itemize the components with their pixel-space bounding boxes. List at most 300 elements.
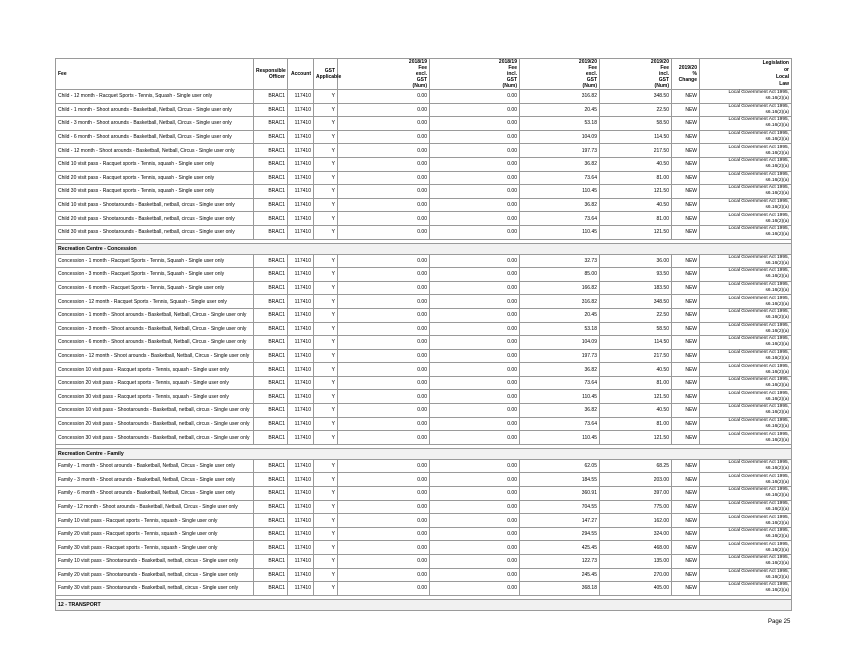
table-row — [56, 144, 792, 158]
fee-1819-excl-cell: 0.00 — [338, 281, 430, 295]
officer-cell: BRAC1 — [254, 157, 288, 171]
fee-cell: Concession - 3 month - Shoot arounds - Basketball, Netball, Circus - Single user only — [56, 322, 254, 336]
fee-1819-incl-cell: 0.00 — [430, 90, 520, 104]
legislation-cell: Local Government Act 1995, s6.16(2)(a) — [700, 404, 792, 418]
account-cell: 117410 — [288, 185, 314, 199]
fee-1920-excl-cell: 316.82 — [520, 295, 600, 309]
account-cell: 117410 — [288, 103, 314, 117]
officer-cell: BRAC1 — [254, 417, 288, 431]
fee-cell: Concession 10 visit pass - Shootarounds - Basketball, netball, circus - Single user only — [56, 404, 254, 418]
account-cell: 117410 — [288, 431, 314, 445]
officer-cell: BRAC1 — [254, 322, 288, 336]
fee-1920-excl-cell: 20.45 — [520, 103, 600, 117]
gst-cell: Y — [314, 376, 338, 390]
fee-1920-incl-cell: 81.00 — [600, 417, 672, 431]
table-header — [56, 59, 792, 90]
officer-cell: BRAC1 — [254, 254, 288, 268]
fee-cell: Family 30 visit pass - Shootarounds - Basketball, netball, circus - Single user only — [56, 582, 254, 596]
fee-cell: Child 30 visit pass - Shootarounds - Basketball, netball, circus - Single user only — [56, 225, 254, 239]
change-cell: NEW — [672, 582, 700, 596]
fee-1920-incl-cell: 40.50 — [600, 363, 672, 377]
fee-1920-incl-cell: 36.00 — [600, 254, 672, 268]
fee-1819-incl-cell: 0.00 — [430, 417, 520, 431]
officer-cell: BRAC1 — [254, 225, 288, 239]
table-row — [56, 212, 792, 226]
col-header-legislation: Legislation or Local Law — [700, 59, 792, 90]
table-row — [56, 130, 792, 144]
table-row — [56, 322, 792, 336]
fee-1819-incl-cell: 0.00 — [430, 171, 520, 185]
officer-cell: BRAC1 — [254, 555, 288, 569]
fee-1819-incl-cell: 0.00 — [430, 254, 520, 268]
change-cell: NEW — [672, 308, 700, 322]
fee-1819-excl-cell: 0.00 — [338, 198, 430, 212]
table-row — [56, 555, 792, 569]
table-row — [56, 431, 792, 445]
account-cell: 117410 — [288, 541, 314, 555]
change-cell: NEW — [672, 431, 700, 445]
fee-1819-incl-cell: 0.00 — [430, 103, 520, 117]
fee-1920-incl-cell: 68.25 — [600, 459, 672, 473]
gst-cell: Y — [314, 212, 338, 226]
gst-cell: Y — [314, 363, 338, 377]
fee-1920-excl-cell: 53.18 — [520, 322, 600, 336]
table-row — [56, 514, 792, 528]
fee-1819-excl-cell: 0.00 — [338, 268, 430, 282]
fee-1920-incl-cell: 121.50 — [600, 431, 672, 445]
table-row — [56, 417, 792, 431]
legislation-cell: Local Government Act 1995, s6.16(2)(a) — [700, 295, 792, 309]
officer-cell: BRAC1 — [254, 404, 288, 418]
fee-cell: Child 20 visit pass - Shootarounds - Basketball, netball, circus - Single user only — [56, 212, 254, 226]
change-cell: NEW — [672, 130, 700, 144]
fee-1819-incl-cell: 0.00 — [430, 225, 520, 239]
fee-cell: Family 20 visit pass - Shootarounds - Basketball, netball, circus - Single user only — [56, 568, 254, 582]
fee-1819-excl-cell: 0.00 — [338, 336, 430, 350]
gst-cell: Y — [314, 473, 338, 487]
change-cell: NEW — [672, 225, 700, 239]
fee-1819-excl-cell: 0.00 — [338, 254, 430, 268]
fee-1920-excl-cell: 197.73 — [520, 349, 600, 363]
change-cell: NEW — [672, 404, 700, 418]
legislation-cell: Local Government Act 1995, s6.16(2)(a) — [700, 144, 792, 158]
change-cell: NEW — [672, 459, 700, 473]
fee-1920-incl-cell: 40.50 — [600, 157, 672, 171]
legislation-cell: Local Government Act 1995, s6.16(2)(a) — [700, 308, 792, 322]
gst-cell: Y — [314, 555, 338, 569]
fee-1920-excl-cell: 36.82 — [520, 404, 600, 418]
legislation-cell: Local Government Act 1995, s6.16(2)(a) — [700, 157, 792, 171]
gst-cell: Y — [314, 404, 338, 418]
legislation-cell: Local Government Act 1995, s6.16(2)(a) — [700, 268, 792, 282]
account-cell: 117410 — [288, 322, 314, 336]
fee-cell: Child - 3 month - Shoot arounds - Basketball, Netball, Circus - Single user only — [56, 117, 254, 131]
fee-1920-incl-cell: 114.50 — [600, 130, 672, 144]
fee-1819-incl-cell: 0.00 — [430, 582, 520, 596]
account-cell: 117410 — [288, 117, 314, 131]
fee-1920-excl-cell: 197.73 — [520, 144, 600, 158]
fee-1819-excl-cell: 0.00 — [338, 417, 430, 431]
fee-1920-incl-cell: 348.50 — [600, 295, 672, 309]
table-row — [56, 268, 792, 282]
account-cell: 117410 — [288, 363, 314, 377]
gst-cell: Y — [314, 90, 338, 104]
fee-1920-excl-cell: 110.45 — [520, 431, 600, 445]
gst-cell: Y — [314, 198, 338, 212]
officer-cell: BRAC1 — [254, 568, 288, 582]
gst-cell: Y — [314, 117, 338, 131]
gst-cell: Y — [314, 500, 338, 514]
table-row — [56, 308, 792, 322]
fee-1819-incl-cell: 0.00 — [430, 157, 520, 171]
table-row — [56, 363, 792, 377]
fee-1819-excl-cell: 0.00 — [338, 431, 430, 445]
officer-cell: BRAC1 — [254, 281, 288, 295]
fee-1819-incl-cell: 0.00 — [430, 295, 520, 309]
table-row — [56, 349, 792, 363]
fee-1920-incl-cell: 81.00 — [600, 376, 672, 390]
change-cell: NEW — [672, 157, 700, 171]
legislation-cell: Local Government Act 1995, s6.16(2)(a) — [700, 431, 792, 445]
account-cell: 117410 — [288, 157, 314, 171]
change-cell: NEW — [672, 568, 700, 582]
officer-cell: BRAC1 — [254, 212, 288, 226]
fee-1920-excl-cell: 122.73 — [520, 555, 600, 569]
fee-1819-incl-cell: 0.00 — [430, 130, 520, 144]
legislation-cell: Local Government Act 1995, s6.16(2)(a) — [700, 568, 792, 582]
fee-1819-incl-cell: 0.00 — [430, 500, 520, 514]
gst-cell: Y — [314, 225, 338, 239]
table-row — [56, 541, 792, 555]
account-cell: 117410 — [288, 568, 314, 582]
change-cell: NEW — [672, 90, 700, 104]
legislation-cell: Local Government Act 1995, s6.16(2)(a) — [700, 376, 792, 390]
fee-1819-excl-cell: 0.00 — [338, 349, 430, 363]
fee-1920-incl-cell: 114.50 — [600, 336, 672, 350]
fee-cell: Concession - 12 month - Racquet Sports - Tennis, Squash - Single user only — [56, 295, 254, 309]
fee-1920-excl-cell: 425.45 — [520, 541, 600, 555]
officer-cell: BRAC1 — [254, 582, 288, 596]
account-cell: 117410 — [288, 130, 314, 144]
legislation-cell: Local Government Act 1995, s6.16(2)(a) — [700, 527, 792, 541]
legislation-cell: Local Government Act 1995, s6.16(2)(a) — [700, 363, 792, 377]
table-row — [56, 390, 792, 404]
legislation-cell: Local Government Act 1995, s6.16(2)(a) — [700, 500, 792, 514]
fee-1920-excl-cell: 184.55 — [520, 473, 600, 487]
fee-cell: Family - 12 month - Shoot arounds - Basketball, Netball, Circus - Single user only — [56, 500, 254, 514]
fee-1819-incl-cell: 0.00 — [430, 363, 520, 377]
officer-cell: BRAC1 — [254, 514, 288, 528]
fee-1819-excl-cell: 0.00 — [338, 157, 430, 171]
officer-cell: BRAC1 — [254, 527, 288, 541]
officer-cell: BRAC1 — [254, 117, 288, 131]
legislation-cell: Local Government Act 1995, s6.16(2)(a) — [700, 555, 792, 569]
fee-1920-incl-cell: 40.50 — [600, 404, 672, 418]
fee-cell: Concession - 1 month - Shoot arounds - Basketball, Netball, Circus - Single user only — [56, 308, 254, 322]
table-row — [56, 103, 792, 117]
fee-1819-excl-cell: 0.00 — [338, 144, 430, 158]
account-cell: 117410 — [288, 336, 314, 350]
fee-1819-excl-cell: 0.00 — [338, 404, 430, 418]
fee-1819-excl-cell: 0.00 — [338, 308, 430, 322]
fee-1920-incl-cell: 58.50 — [600, 117, 672, 131]
gst-cell: Y — [314, 514, 338, 528]
fee-schedule-table — [55, 58, 792, 611]
change-cell: NEW — [672, 281, 700, 295]
account-cell: 117410 — [288, 349, 314, 363]
change-cell: NEW — [672, 322, 700, 336]
legislation-cell: Local Government Act 1995, s6.16(2)(a) — [700, 541, 792, 555]
fee-1819-incl-cell: 0.00 — [430, 473, 520, 487]
section-title: Recreation Centre - Family — [56, 449, 792, 460]
officer-cell: BRAC1 — [254, 171, 288, 185]
change-cell: NEW — [672, 117, 700, 131]
change-cell: NEW — [672, 500, 700, 514]
fee-1920-incl-cell: 270.00 — [600, 568, 672, 582]
change-cell: NEW — [672, 473, 700, 487]
table-row — [56, 487, 792, 501]
fee-1920-incl-cell: 203.00 — [600, 473, 672, 487]
change-cell: NEW — [672, 144, 700, 158]
fee-cell: Concession - 6 month - Shoot arounds - Basketball, Netball, Circus - Single user only — [56, 336, 254, 350]
fee-cell: Child 10 visit pass - Shootarounds - Basketball, netball, circus - Single user only — [56, 198, 254, 212]
gst-cell: Y — [314, 459, 338, 473]
fee-cell: Concession 20 visit pass - Racquet sports - Tennis, squash - Single user only — [56, 376, 254, 390]
fee-1920-incl-cell: 40.50 — [600, 198, 672, 212]
col-header-officer: Responsible Officer — [254, 59, 288, 90]
fee-1920-excl-cell: 110.45 — [520, 225, 600, 239]
fee-1819-excl-cell: 0.00 — [338, 363, 430, 377]
fee-1920-incl-cell: 121.50 — [600, 185, 672, 199]
fee-1920-excl-cell: 32.73 — [520, 254, 600, 268]
gst-cell: Y — [314, 541, 338, 555]
fee-1920-excl-cell: 85.00 — [520, 268, 600, 282]
gst-cell: Y — [314, 130, 338, 144]
col-header-account: Account — [288, 59, 314, 90]
fee-1920-incl-cell: 348.50 — [600, 90, 672, 104]
table-row — [56, 568, 792, 582]
fee-1920-incl-cell: 468.00 — [600, 541, 672, 555]
change-cell: NEW — [672, 363, 700, 377]
fee-1819-excl-cell: 0.00 — [338, 130, 430, 144]
section-title: Recreation Centre - Concession — [56, 244, 792, 255]
fee-1920-excl-cell: 104.09 — [520, 336, 600, 350]
fee-cell: Child - 12 month - Shoot arounds - Basketball, Netball, Circus - Single user only — [56, 144, 254, 158]
legislation-cell: Local Government Act 1995, s6.16(2)(a) — [700, 117, 792, 131]
fee-1819-incl-cell: 0.00 — [430, 568, 520, 582]
legislation-cell: Local Government Act 1995, s6.16(2)(a) — [700, 254, 792, 268]
change-cell: NEW — [672, 336, 700, 350]
account-cell: 117410 — [288, 268, 314, 282]
legislation-cell: Local Government Act 1995, s6.16(2)(a) — [700, 103, 792, 117]
fee-1920-excl-cell: 110.45 — [520, 390, 600, 404]
gst-cell: Y — [314, 349, 338, 363]
account-cell: 117410 — [288, 555, 314, 569]
account-cell: 117410 — [288, 90, 314, 104]
gst-cell: Y — [314, 322, 338, 336]
fee-1819-excl-cell: 0.00 — [338, 185, 430, 199]
section-header-row — [56, 600, 792, 611]
fee-1819-excl-cell: 0.00 — [338, 487, 430, 501]
change-cell: NEW — [672, 376, 700, 390]
change-cell: NEW — [672, 390, 700, 404]
col-header-gst: GST Applicable — [314, 59, 338, 90]
officer-cell: BRAC1 — [254, 541, 288, 555]
fee-1819-incl-cell: 0.00 — [430, 322, 520, 336]
officer-cell: BRAC1 — [254, 363, 288, 377]
legislation-cell: Local Government Act 1995, s6.16(2)(a) — [700, 225, 792, 239]
gst-cell: Y — [314, 336, 338, 350]
fee-1920-excl-cell: 62.05 — [520, 459, 600, 473]
fee-1819-excl-cell: 0.00 — [338, 582, 430, 596]
officer-cell: BRAC1 — [254, 376, 288, 390]
legislation-cell: Local Government Act 1995, s6.16(2)(a) — [700, 281, 792, 295]
gst-cell: Y — [314, 268, 338, 282]
officer-cell: BRAC1 — [254, 459, 288, 473]
fee-cell: Concession 30 visit pass - Shootarounds - Basketball, netball, circus - Single user only — [56, 431, 254, 445]
fee-1819-incl-cell: 0.00 — [430, 487, 520, 501]
fee-1920-incl-cell: 217.50 — [600, 349, 672, 363]
fee-1920-incl-cell: 217.50 — [600, 144, 672, 158]
fee-1819-excl-cell: 0.00 — [338, 459, 430, 473]
fee-1920-incl-cell: 324.00 — [600, 527, 672, 541]
fee-1819-excl-cell: 0.00 — [338, 225, 430, 239]
table-row — [56, 473, 792, 487]
legislation-cell: Local Government Act 1995, s6.16(2)(a) — [700, 417, 792, 431]
fee-1819-incl-cell: 0.00 — [430, 268, 520, 282]
fee-cell: Child - 12 month - Racquet Sports - Tennis, Squash - Single user only — [56, 90, 254, 104]
change-cell: NEW — [672, 541, 700, 555]
fee-cell: Family - 1 month - Shoot arounds - Basketball, Netball, Circus - Single user only — [56, 459, 254, 473]
officer-cell: BRAC1 — [254, 431, 288, 445]
table-row — [56, 171, 792, 185]
gst-cell: Y — [314, 527, 338, 541]
fee-1819-excl-cell: 0.00 — [338, 103, 430, 117]
fee-1920-excl-cell: 20.45 — [520, 308, 600, 322]
legislation-cell: Local Government Act 1995, s6.16(2)(a) — [700, 130, 792, 144]
table-body — [56, 90, 792, 611]
account-cell: 117410 — [288, 514, 314, 528]
account-cell: 117410 — [288, 459, 314, 473]
fee-1819-excl-cell: 0.00 — [338, 212, 430, 226]
account-cell: 117410 — [288, 527, 314, 541]
fee-1819-incl-cell: 0.00 — [430, 198, 520, 212]
officer-cell: BRAC1 — [254, 198, 288, 212]
fee-1920-incl-cell: 22.50 — [600, 103, 672, 117]
gst-cell: Y — [314, 185, 338, 199]
change-cell: NEW — [672, 295, 700, 309]
change-cell: NEW — [672, 349, 700, 363]
change-cell: NEW — [672, 103, 700, 117]
account-cell: 117410 — [288, 390, 314, 404]
col-header-fee-1819-incl: 2018/19 Fee incl. GST (Num) — [430, 59, 520, 90]
fee-1819-incl-cell: 0.00 — [430, 144, 520, 158]
legislation-cell: Local Government Act 1995, s6.16(2)(a) — [700, 90, 792, 104]
legislation-cell: Local Government Act 1995, s6.16(2)(a) — [700, 171, 792, 185]
fee-1819-incl-cell: 0.00 — [430, 541, 520, 555]
gst-cell: Y — [314, 157, 338, 171]
gst-cell: Y — [314, 254, 338, 268]
fee-1819-incl-cell: 0.00 — [430, 336, 520, 350]
table-row — [56, 117, 792, 131]
table-row — [56, 185, 792, 199]
account-cell: 117410 — [288, 582, 314, 596]
legislation-cell: Local Government Act 1995, s6.16(2)(a) — [700, 322, 792, 336]
fee-cell: Child 30 visit pass - Racquet sports - Tennis, squash - Single user only — [56, 185, 254, 199]
fee-1819-incl-cell: 0.00 — [430, 514, 520, 528]
fee-1920-incl-cell: 93.50 — [600, 268, 672, 282]
fee-cell: Child 20 visit pass - Racquet sports - Tennis, squash - Single user only — [56, 171, 254, 185]
fee-1920-incl-cell: 135.00 — [600, 555, 672, 569]
legislation-cell: Local Government Act 1995, s6.16(2)(a) — [700, 390, 792, 404]
table-row — [56, 281, 792, 295]
fee-1819-excl-cell: 0.00 — [338, 500, 430, 514]
page-number: Page 25 — [768, 619, 791, 625]
legislation-cell: Local Government Act 1995, s6.16(2)(a) — [700, 473, 792, 487]
col-header-fee: Fee — [56, 59, 254, 90]
fee-1819-excl-cell: 0.00 — [338, 90, 430, 104]
legislation-cell: Local Government Act 1995, s6.16(2)(a) — [700, 212, 792, 226]
account-cell: 117410 — [288, 295, 314, 309]
officer-cell: BRAC1 — [254, 130, 288, 144]
change-cell: NEW — [672, 514, 700, 528]
section-header-row — [56, 449, 792, 460]
fee-1819-excl-cell: 0.00 — [338, 117, 430, 131]
change-cell: NEW — [672, 198, 700, 212]
change-cell: NEW — [672, 268, 700, 282]
table-row — [56, 198, 792, 212]
col-header-fee-1920-excl: 2019/20 Fee excl. GST (Num) — [520, 59, 600, 90]
table-row — [56, 157, 792, 171]
fee-cell: Family 30 visit pass - Racquet sports - Tennis, squash - Single user only — [56, 541, 254, 555]
officer-cell: BRAC1 — [254, 390, 288, 404]
fee-cell: Child - 1 month - Shoot arounds - Basketball, Netball, Circus - Single user only — [56, 103, 254, 117]
fee-1920-excl-cell: 110.45 — [520, 185, 600, 199]
legislation-cell: Local Government Act 1995, s6.16(2)(a) — [700, 198, 792, 212]
gst-cell: Y — [314, 308, 338, 322]
table-row — [56, 376, 792, 390]
fee-1819-excl-cell: 0.00 — [338, 376, 430, 390]
officer-cell: BRAC1 — [254, 185, 288, 199]
change-cell: NEW — [672, 254, 700, 268]
legislation-cell: Local Government Act 1995, s6.16(2)(a) — [700, 349, 792, 363]
fee-1920-excl-cell: 36.82 — [520, 157, 600, 171]
gst-cell: Y — [314, 281, 338, 295]
fee-1819-incl-cell: 0.00 — [430, 212, 520, 226]
account-cell: 117410 — [288, 225, 314, 239]
fee-cell: Family - 6 month - Shoot arounds - Basketball, Netball, Circus - Single user only — [56, 487, 254, 501]
fee-1920-excl-cell: 73.64 — [520, 417, 600, 431]
fee-1920-incl-cell: 183.50 — [600, 281, 672, 295]
account-cell: 117410 — [288, 198, 314, 212]
change-cell: NEW — [672, 487, 700, 501]
fee-1819-excl-cell: 0.00 — [338, 390, 430, 404]
gst-cell: Y — [314, 295, 338, 309]
account-cell: 117410 — [288, 417, 314, 431]
fee-cell: Family - 3 month - Shoot arounds - Basketball, Netball, Circus - Single user only — [56, 473, 254, 487]
officer-cell: BRAC1 — [254, 487, 288, 501]
table-row — [56, 254, 792, 268]
fee-1819-excl-cell: 0.00 — [338, 527, 430, 541]
fee-1920-incl-cell: 121.50 — [600, 390, 672, 404]
col-header-fee-1920-incl: 2019/20 Fee incl. GST (Num) — [600, 59, 672, 90]
fee-1920-excl-cell: 360.91 — [520, 487, 600, 501]
gst-cell: Y — [314, 568, 338, 582]
legislation-cell: Local Government Act 1995, s6.16(2)(a) — [700, 487, 792, 501]
account-cell: 117410 — [288, 473, 314, 487]
change-cell: NEW — [672, 417, 700, 431]
change-cell: NEW — [672, 555, 700, 569]
